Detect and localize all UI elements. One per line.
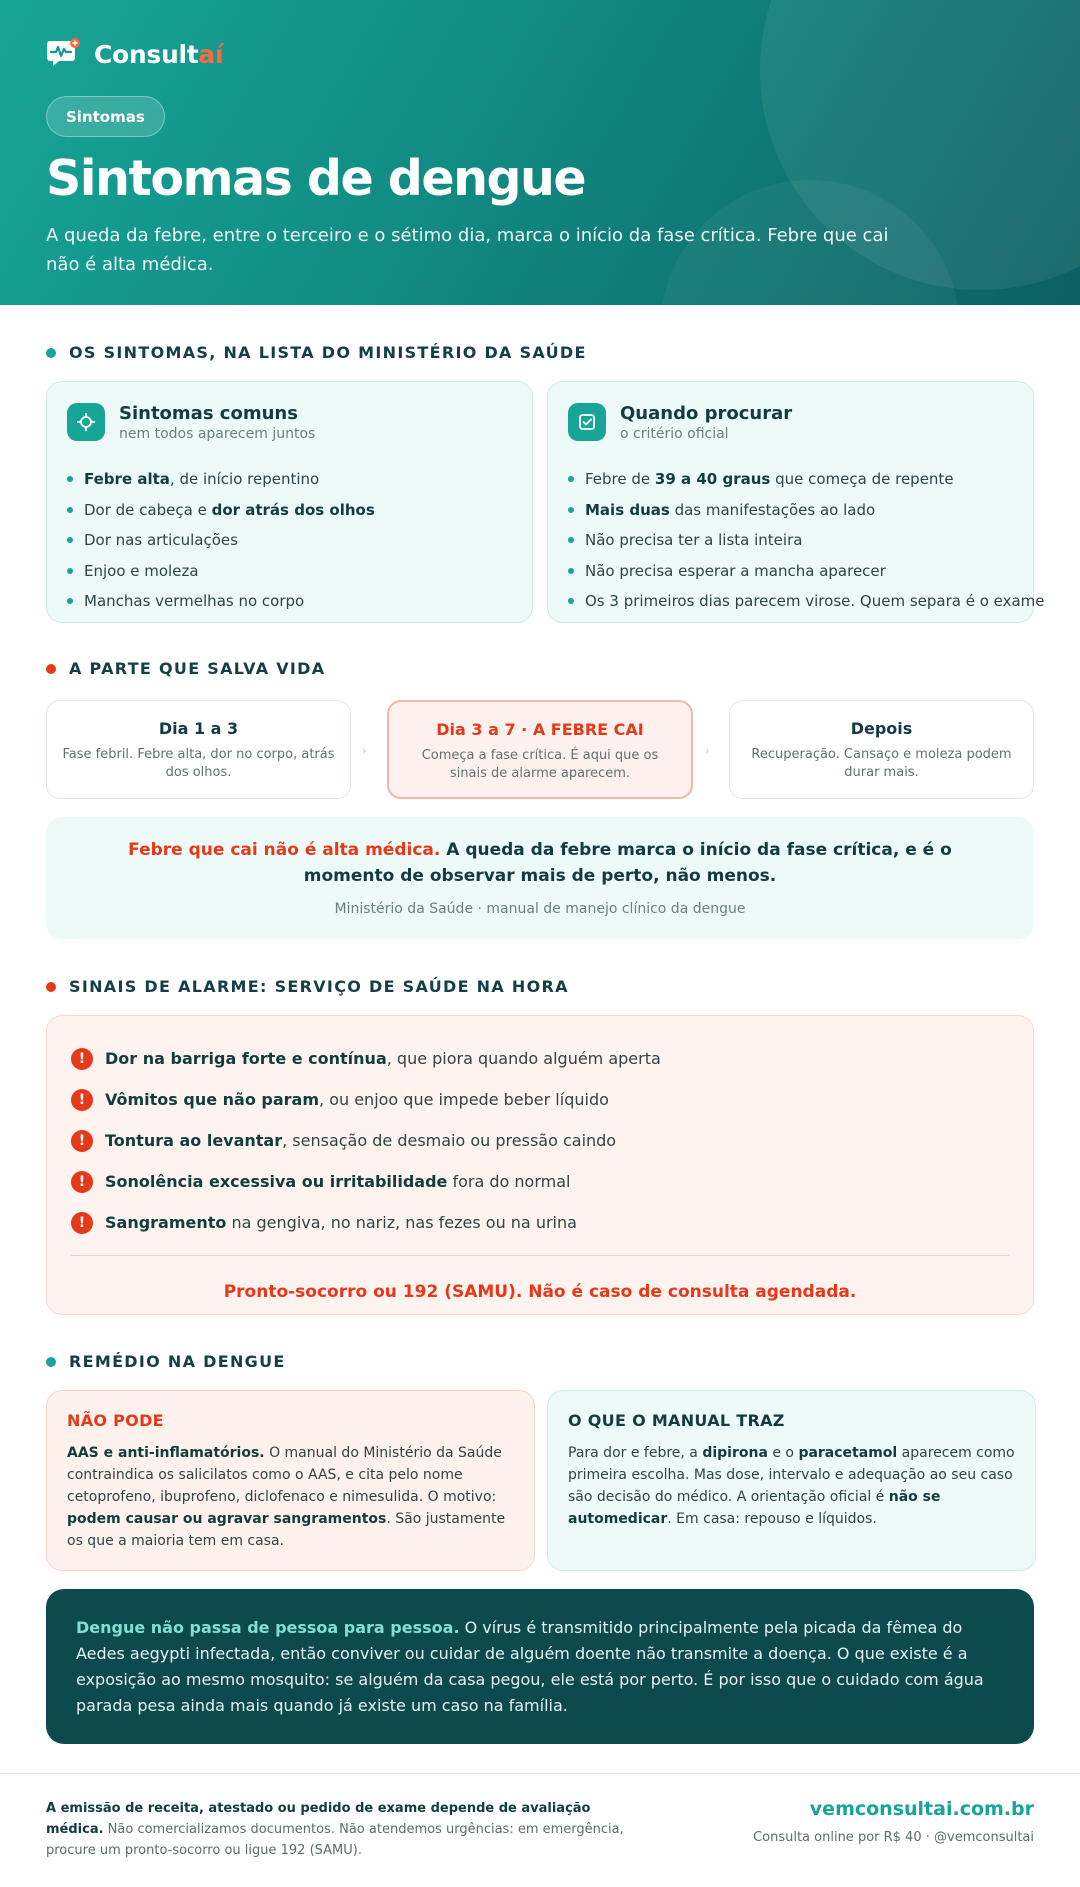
section-title-meds: REMÉDIO NA DENGUE bbox=[46, 1352, 286, 1371]
divider bbox=[71, 1255, 1009, 1256]
card-subtitle: nem todos aparecem juntos bbox=[119, 426, 316, 442]
stage-card-days-3-7 bbox=[387, 700, 693, 799]
alarm-item: ! Dor na barriga forte e contínua, que piora quando alguém aperta bbox=[71, 1038, 661, 1079]
section-title-symptoms: OS SINTOMAS, NA LISTA DO MINISTÉRIO DA SAÚDE bbox=[46, 343, 587, 362]
card-title: Quando procurar bbox=[620, 403, 793, 424]
exclamation-icon: ! bbox=[71, 1171, 93, 1193]
common-symptoms-card bbox=[46, 381, 533, 623]
meds-card-heading: O QUE O MANUAL TRAZ bbox=[568, 1411, 785, 1430]
stage-description: Fase febril. Febre alta, dor no corpo, atrás dos olhos. bbox=[62, 747, 335, 780]
common-symptoms-list bbox=[67, 464, 375, 617]
list-item: Não precisa ter a lista inteira bbox=[568, 525, 1045, 556]
alarm-item: ! Sangramento na gengiva, no nariz, nas fezes ou na urina bbox=[71, 1202, 661, 1243]
category-pill[interactable]: Sintomas bbox=[46, 96, 165, 137]
meds-card-text: AAS e anti-inflamatórios. O manual do Ministério da Saúde contraindica os salicilatos como o AAS, e cita pelo nome cetoprofeno, ibuprofeno, diclofenaco e nimesulida. O motivo: podem causar ou agravar sangramentos. São justamente os que a maioria tem em casa. bbox=[67, 1445, 506, 1549]
alarm-item: ! Sonolência excessiva ou irritabilidade fora do normal bbox=[71, 1161, 661, 1202]
list-item: Os 3 primeiros dias parecem virose. Quem separa é o exame bbox=[568, 586, 1045, 617]
page-lede: A queda da febre, entre o terceiro e o sétimo dia, marca o início da fase crítica. Febre que cai não é alta médica. bbox=[46, 225, 889, 275]
chevron-right-icon: › bbox=[705, 744, 710, 757]
brand-logo[interactable] bbox=[46, 38, 223, 70]
chat-heart-logo-icon bbox=[46, 38, 82, 70]
list-item: Febre alta, de início repentino bbox=[67, 464, 375, 495]
stage-title: Dia 1 a 3 bbox=[158, 719, 239, 738]
list-item: Dor nas articulações bbox=[67, 525, 375, 556]
alarm-signs-card bbox=[46, 1015, 1034, 1315]
list-item: Mais duas das manifestações ao lado bbox=[568, 495, 1045, 526]
list-item: Febre de 39 a 40 graus que começa de repente bbox=[568, 464, 1045, 495]
brand-name: Consultaí bbox=[94, 39, 224, 69]
list-item: Dor de cabeça e dor atrás dos olhos bbox=[67, 495, 375, 526]
stage-description: Recuperação. Cansaço e moleza podem durar mais. bbox=[751, 747, 1012, 780]
section-dot bbox=[46, 664, 56, 674]
note-text: Dengue não passa de pessoa para pessoa. O vírus é transmitido principalmente pela picada da fêmea do Aedes aegypti infectada, então conviver ou cuidar de alguém doente não transmite a doença. O que existe é a exposição ao mesmo mosquito: se alguém da casa pegou, ele está por perto. É por isso que o cuidado com água parada pesa ainda mais quando já existe um caso na família. bbox=[76, 1618, 984, 1715]
exclamation-icon: ! bbox=[71, 1130, 93, 1152]
emergency-cta: Pronto-socorro ou 192 (SAMU). Não é caso de consulta agendada. bbox=[223, 1282, 857, 1302]
card-subtitle: o critério oficial bbox=[620, 426, 729, 442]
page-title: Sintomas de dengue bbox=[46, 150, 586, 207]
footer-disclaimer: A emissão de receita, atestado ou pedido de exame depende de avaliação médica. Não comercializamos documentos. Não atendemos urgências: em emergência, procure um pronto-socorro ou ligue 192 (SAMU). bbox=[46, 1801, 624, 1858]
meds-card-heading: NÃO PODE bbox=[67, 1411, 164, 1430]
footer-price-handle: Consulta online por R$ 40 · @vemconsultai bbox=[753, 1830, 1034, 1845]
meds-manual-card bbox=[547, 1390, 1036, 1571]
list-item: Não precisa esperar a mancha aparecer bbox=[568, 556, 1045, 587]
crosshair-icon bbox=[67, 403, 105, 441]
list-item: Enjoo e moleza bbox=[67, 556, 375, 587]
footer-divider bbox=[0, 1773, 1080, 1774]
exclamation-icon: ! bbox=[71, 1048, 93, 1070]
alarm-signs-list bbox=[71, 1038, 661, 1243]
alarm-item: ! Tontura ao levantar, sensação de desmaio ou pressão caindo bbox=[71, 1120, 661, 1161]
alarm-item: ! Vômitos que não param, ou enjoo que impede beber líquido bbox=[71, 1079, 661, 1120]
when-to-seek-list bbox=[568, 464, 1045, 617]
footer-site-link[interactable]: vemconsultai.com.br bbox=[809, 1798, 1034, 1820]
key-quote-callout bbox=[46, 817, 1034, 939]
when-to-seek-card bbox=[547, 381, 1045, 623]
quote-text: Febre que cai não é alta médica. A queda da febre marca o início da fase crítica, e é o momento de observar mais de perto, não menos. bbox=[128, 840, 952, 886]
stage-title: Depois bbox=[850, 719, 913, 738]
stage-title: Dia 3 a 7 · A FEBRE CAI bbox=[436, 720, 644, 739]
section-dot bbox=[46, 982, 56, 992]
transmission-note bbox=[46, 1589, 1034, 1744]
chevron-right-icon: › bbox=[362, 744, 367, 757]
exclamation-icon: ! bbox=[71, 1212, 93, 1234]
stage-description: Começa a fase crítica. É aqui que os sinais de alarme aparecem. bbox=[421, 748, 659, 781]
stage-card-days-1-3 bbox=[46, 700, 351, 799]
list-item: Manchas vermelhas no corpo bbox=[67, 586, 375, 617]
section-title-alarm: SINAIS DE ALARME: SERVIÇO DE SAÚDE NA HORA bbox=[46, 977, 569, 996]
exclamation-icon: ! bbox=[71, 1089, 93, 1111]
quote-source: Ministério da Saúde · manual de manejo clínico da dengue bbox=[334, 901, 746, 917]
card-title: Sintomas comuns bbox=[119, 403, 298, 424]
section-dot bbox=[46, 348, 56, 358]
meds-forbidden-card bbox=[46, 1390, 535, 1571]
section-title-critical: A PARTE QUE SALVA VIDA bbox=[46, 659, 325, 678]
checkbox-icon bbox=[568, 403, 606, 441]
hero-header bbox=[0, 0, 1080, 305]
stage-card-after bbox=[729, 700, 1034, 799]
section-dot bbox=[46, 1357, 56, 1367]
meds-card-text: Para dor e febre, a dipirona e o paracetamol aparecem como primeira escolha. Mas dose, intervalo e adequação ao seu caso são decisão do médico. A orientação oficial é não se automedicar. Em casa: repouso e líquidos. bbox=[568, 1445, 1015, 1527]
